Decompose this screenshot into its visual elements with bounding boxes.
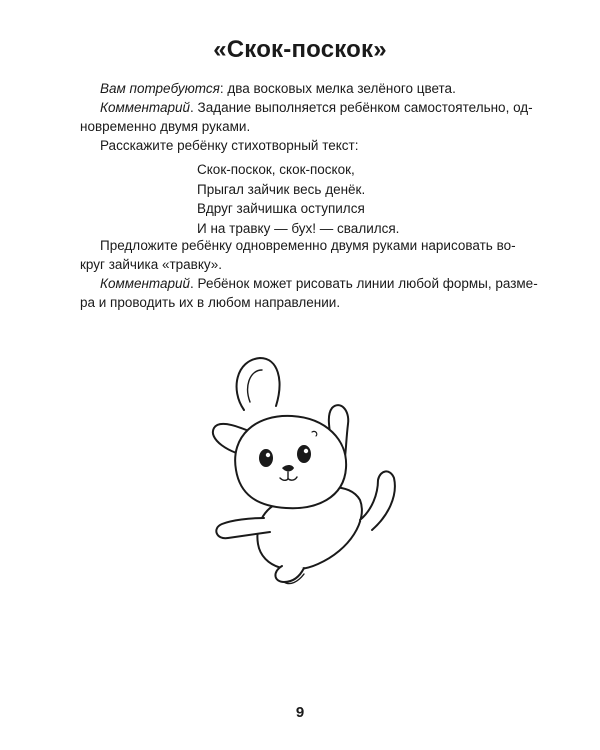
comment1-line2: новременно двумя руками. (80, 119, 251, 134)
instruction-line: Расскажите ребёнку стихотворный текст: (100, 138, 359, 153)
task-text-block (80, 236, 538, 312)
requirements-label: Вам потребуются (100, 81, 220, 96)
page-number: 9 (295, 704, 305, 721)
comment1-label: Комментарий (100, 100, 191, 115)
task-line2: круг зайчика «травку». (80, 257, 223, 272)
intro-text-block (80, 79, 533, 155)
comment2-label: Комментарий (100, 276, 191, 291)
comment2-text-line1: . Ребёнок может рисовать линии любой формы, разме- (190, 276, 538, 291)
task-line1: Предложите ребёнку одновременно двумя руками нарисовать во- (100, 238, 516, 253)
poem-line-2: Прыгал зайчик весь денёк. (197, 181, 366, 197)
page-title: «Скок-поскок» (213, 36, 387, 63)
poem-block (197, 160, 399, 238)
comment1-line1 (100, 98, 533, 117)
comment2-line2: ра и проводить их в любом направлении. (80, 295, 341, 310)
poem-line-1: Скок-поскок, скок-поскок, (197, 162, 355, 177)
poem-line-3: Вдруг зайчишка оступился (197, 201, 365, 216)
bunny-illustration (200, 350, 420, 590)
comment1-text-line1: . Задание выполняется ребёнком самостоятельно, од- (190, 100, 533, 115)
poem-line-4: И на травку — бух! — свалился. (197, 220, 400, 236)
requirements-text: : два восковых мелка зелёного цвета. (219, 81, 456, 96)
requirements-line (100, 79, 530, 98)
comment2-line1 (100, 274, 538, 293)
